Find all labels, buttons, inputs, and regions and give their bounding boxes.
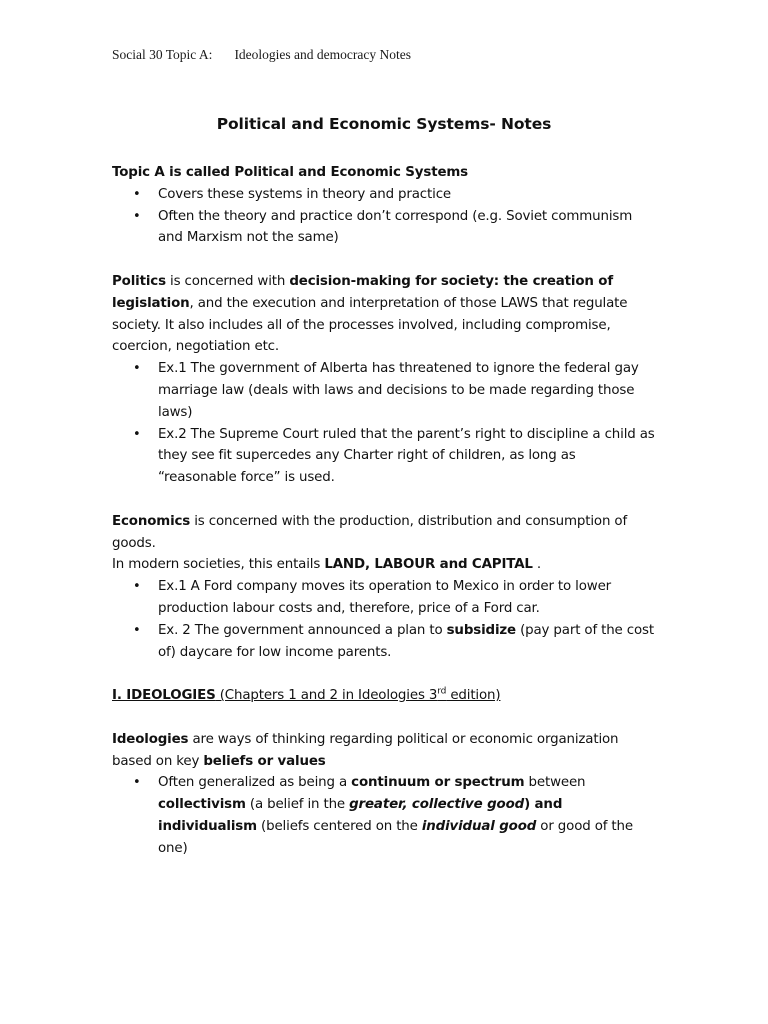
- course-label: Social 30 Topic A:: [112, 47, 213, 62]
- politics-paragraph: Politics is concerned with decision-making for society: the creation of legislation, and the execution and interpretation of those LAWS that regulate society. It also includes all of the processes involved, including compromise, coercion, negotiation etc.: [112, 273, 628, 355]
- economics-example: • Ex. 2 The government announced a plan to subsidize (pay part of the cost of) daycare for low income parents.: [112, 620, 657, 664]
- beliefs-values-term: beliefs or values: [203, 753, 326, 769]
- subsidize-term: subsidize: [446, 622, 516, 638]
- topic-bullet: • Often the theory and practice don’t correspond (e.g. Soviet communism and Marxism not the same): [112, 206, 657, 250]
- topic-bullet: • Covers these systems in theory and practice: [112, 184, 657, 206]
- ideologies-term: Ideologies: [112, 731, 189, 747]
- politics-term: Politics: [112, 273, 166, 289]
- section-heading-ideologies: I. IDEOLOGIES (Chapters 1 and 2 in Ideologies 3rd edition): [112, 686, 501, 704]
- ideologies-paragraph: Ideologies are ways of thinking regarding political or economic organization based on key beliefs or values: [112, 731, 619, 769]
- politics-definition: decision-making for society: the creation of legislation: [112, 273, 614, 311]
- topic-bullet-list: [112, 184, 657, 249]
- economics-example: • Ex.1 A Ford company moves its operation to Mexico in order to lower production labour costs and, therefore, price of a Ford car.: [112, 576, 657, 620]
- politics-example: • Ex.1 The government of Alberta has threatened to ignore the federal gay marriage law (deals with laws and decisions to be made regarding those laws): [112, 358, 657, 423]
- subject-label: Ideologies and democracy Notes: [234, 47, 411, 62]
- ideologies-bullet-list: [112, 772, 657, 859]
- economics-paragraph: Economics is concerned with the production, distribution and consumption of goods.: [112, 513, 628, 551]
- economics-term: Economics: [112, 513, 191, 529]
- page-header: [112, 47, 411, 63]
- economics-factors-line: In modern societies, this entails LAND, LABOUR and CAPITAL .: [112, 557, 542, 573]
- politics-example-list: [112, 358, 657, 489]
- factors-of-production: LAND, LABOUR and CAPITAL: [324, 557, 533, 573]
- ideologies-bullet: • Often generalized as being a continuum or spectrum between collectivism (a belief in the greater, collective good) and individualism (beliefs centered on the individual good or good of the one): [112, 772, 657, 859]
- politics-example: • Ex.2 The Supreme Court ruled that the parent’s right to discipline a child as they see fit supercedes any Charter right of children, as long as “reasonable force” is used.: [112, 424, 657, 489]
- economics-example-list: [112, 576, 657, 663]
- topic-heading: Topic A is called Political and Economic Systems: [112, 165, 468, 180]
- document-body: [112, 162, 657, 860]
- document-title: Political and Economic Systems- Notes: [216, 115, 552, 133]
- section-label: I. IDEOLOGIES: [112, 688, 216, 704]
